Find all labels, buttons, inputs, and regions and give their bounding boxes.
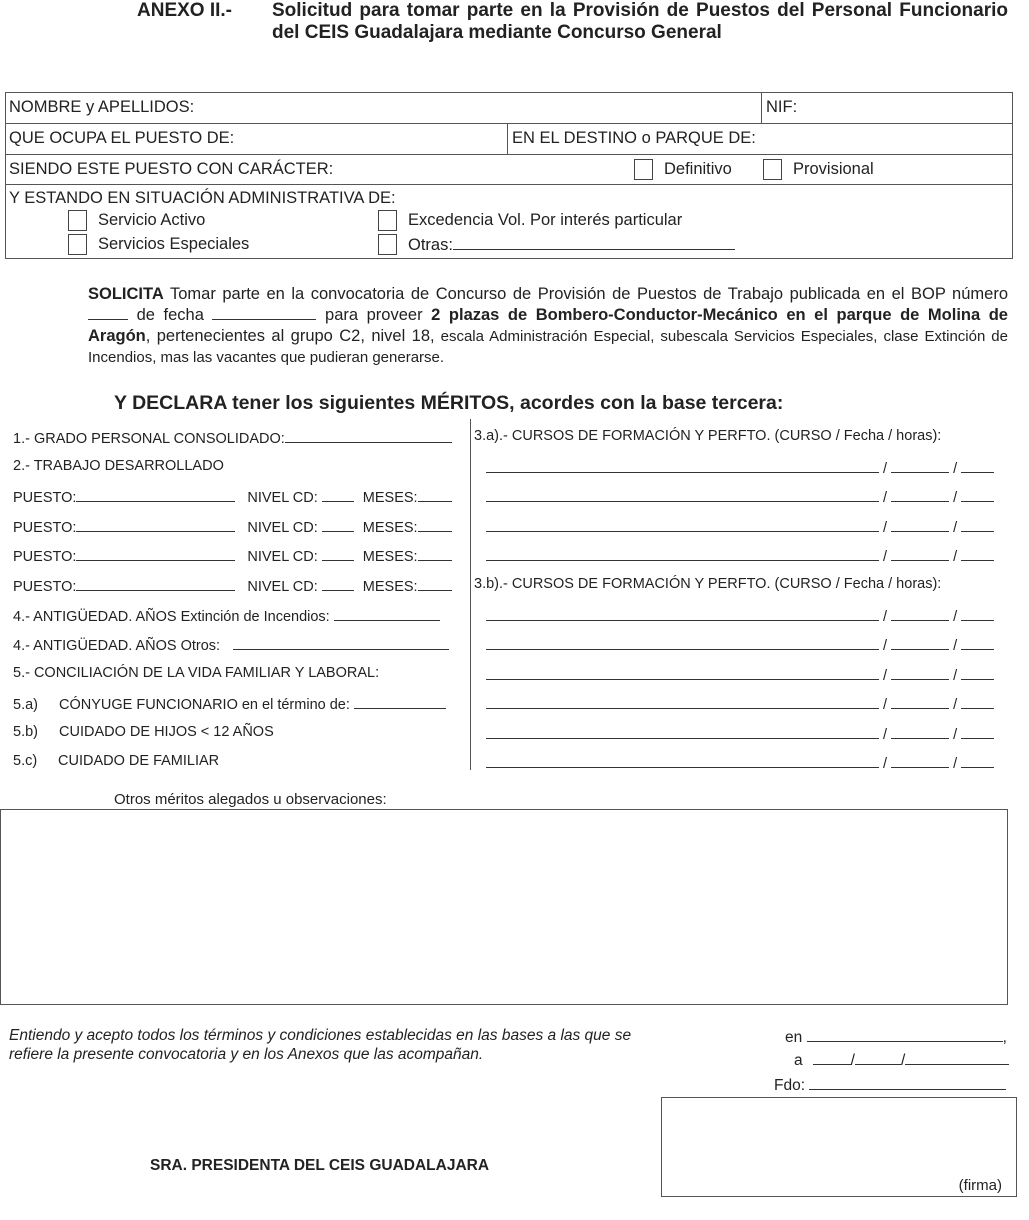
nivel-label: NIVEL CD: bbox=[247, 579, 318, 595]
bop-date-field[interactable] bbox=[212, 305, 316, 320]
course-row bbox=[486, 517, 994, 536]
otras-field[interactable] bbox=[408, 235, 735, 255]
nivel-label: NIVEL CD: bbox=[247, 549, 318, 565]
hijos-num: 5.b) bbox=[13, 724, 38, 740]
comma: , bbox=[1002, 1029, 1007, 1046]
fdo-label: Fdo: bbox=[774, 1077, 806, 1094]
puesto-row-label: PUESTO: bbox=[13, 579, 77, 595]
grado-label: 1.- GRADO PERSONAL CONSOLIDADO: bbox=[13, 431, 285, 447]
slash: / bbox=[953, 609, 958, 625]
provisional-label: Provisional bbox=[793, 160, 874, 178]
bop-number-field[interactable] bbox=[88, 305, 128, 320]
otros-label: Otros méritos alegados u observaciones: bbox=[114, 791, 387, 808]
a-label: a bbox=[794, 1052, 803, 1069]
course-name-field[interactable] bbox=[486, 753, 879, 768]
course-hours-field[interactable] bbox=[961, 517, 994, 532]
observaciones-box[interactable] bbox=[0, 809, 1008, 1005]
course-name-field[interactable] bbox=[486, 517, 879, 532]
course-row bbox=[486, 753, 994, 772]
meses-label: MESES: bbox=[362, 579, 418, 595]
course-hours-field[interactable] bbox=[961, 546, 994, 561]
fdo-field[interactable] bbox=[809, 1075, 1006, 1090]
grado-field[interactable] bbox=[285, 428, 452, 443]
definitivo-label: Definitivo bbox=[664, 160, 732, 178]
course-date-field[interactable] bbox=[891, 458, 949, 473]
declara-heading: Y DECLARA tener los siguientes MÉRITOS, acordes con la base tercera: bbox=[114, 392, 784, 414]
course-hours-field[interactable] bbox=[961, 458, 994, 473]
solicita-text-4: , pertenecientes al grupo C2, nivel 18, bbox=[145, 327, 435, 345]
meses-field[interactable] bbox=[418, 576, 452, 591]
excedencia-checkbox[interactable] bbox=[378, 210, 397, 231]
excedencia-label: Excedencia Vol. Por interés particular bbox=[408, 211, 683, 229]
place-row bbox=[785, 1027, 1007, 1047]
hijos-row bbox=[13, 724, 274, 740]
antiguedad-ext-field[interactable] bbox=[334, 606, 440, 621]
solicita-text-3: para proveer bbox=[316, 306, 432, 324]
meses-field[interactable] bbox=[418, 517, 452, 532]
antiguedad-ext-row bbox=[13, 606, 440, 625]
meses-field[interactable] bbox=[418, 546, 452, 561]
slash: / bbox=[953, 756, 958, 772]
situacion-label: Y ESTANDO EN SITUACIÓN ADMINISTRATIVA DE: bbox=[9, 189, 396, 207]
meses-label: MESES: bbox=[362, 490, 418, 506]
antiguedad-ext-label: 4.- ANTIGÜEDAD. AÑOS Extinción de Incendios: bbox=[13, 609, 330, 625]
course-hours-field[interactable] bbox=[961, 665, 994, 680]
puesto-field[interactable] bbox=[76, 487, 235, 502]
puesto-field[interactable] bbox=[76, 517, 235, 532]
course-row bbox=[486, 606, 994, 625]
conyuge-field[interactable] bbox=[354, 694, 446, 709]
course-name-field[interactable] bbox=[486, 665, 879, 680]
caracter-label: SIENDO ESTE PUESTO CON CARÁCTER: bbox=[9, 160, 334, 178]
course-name-field[interactable] bbox=[486, 546, 879, 561]
document-title: Solicitud para tomar parte en la Provisión de Puestos del Personal Funcionario del CEIS Guadalajara mediante Concurso General bbox=[272, 0, 1008, 43]
slash: / bbox=[953, 638, 958, 654]
antiguedad-otros-field[interactable] bbox=[233, 635, 449, 650]
puesto-field[interactable] bbox=[76, 576, 235, 591]
slash: / bbox=[883, 520, 888, 536]
slash: / bbox=[883, 638, 888, 654]
day-field[interactable] bbox=[813, 1050, 851, 1065]
destino-label: EN EL DESTINO o PARQUE DE: bbox=[512, 129, 756, 147]
meses-field[interactable] bbox=[418, 487, 452, 502]
course-row bbox=[486, 635, 994, 654]
slash: / bbox=[883, 727, 888, 743]
course-date-field[interactable] bbox=[891, 694, 949, 709]
slash: / bbox=[953, 461, 958, 477]
solicita-text-1: Tomar parte en la convocatoria de Concurso de Provisión de Puestos de Trabajo publicada en el BOP número bbox=[163, 285, 1008, 303]
servicio-activo-checkbox[interactable] bbox=[68, 210, 87, 231]
nivel-field[interactable] bbox=[322, 517, 354, 532]
servicio-activo-label: Servicio Activo bbox=[98, 211, 206, 229]
puesto-row bbox=[13, 487, 452, 506]
puesto-row bbox=[13, 546, 452, 565]
course-hours-field[interactable] bbox=[961, 635, 994, 650]
puesto-row-label: PUESTO: bbox=[13, 490, 77, 506]
nivel-label: NIVEL CD: bbox=[247, 520, 318, 536]
signature-box[interactable] bbox=[661, 1097, 1017, 1197]
hijos-label: CUIDADO DE HIJOS < 12 AÑOS bbox=[59, 724, 274, 740]
slash: / bbox=[883, 609, 888, 625]
meses-label: MESES: bbox=[362, 549, 418, 565]
year-field[interactable] bbox=[905, 1050, 1009, 1065]
grado-row bbox=[13, 428, 452, 447]
solicita-paragraph bbox=[88, 284, 1008, 368]
slash: / bbox=[953, 697, 958, 713]
cursos-b-label: 3.b).- CURSOS DE FORMACIÓN Y PERFTO. (CURSO / Fecha / horas): bbox=[474, 576, 942, 592]
antiguedad-otros-row bbox=[13, 635, 449, 654]
nif-label: NIF: bbox=[766, 98, 798, 116]
nombre-label: NOMBRE y APELLIDOS: bbox=[9, 98, 195, 116]
en-label: en bbox=[785, 1029, 803, 1046]
nivel-field[interactable] bbox=[322, 487, 354, 502]
solicita-text-5: escala Administración Especial, subescala Servicios Especiales, clase Extinción de Incendios, mas las vacantes que pudieran generarse. bbox=[88, 328, 1008, 366]
nivel-field[interactable] bbox=[322, 576, 354, 591]
terms-text: Entiendo y acepto todos los términos y condiciones establecidas en las bases a las que se refiere la presente convocatoria y en los Anexos que las acompañan. bbox=[9, 1027, 632, 1063]
antiguedad-otros-label: 4.- ANTIGÜEDAD. AÑOS Otros: bbox=[13, 638, 221, 654]
slash: / bbox=[883, 756, 888, 772]
slash: / bbox=[883, 461, 888, 477]
course-date-field[interactable] bbox=[891, 724, 949, 739]
plazas-text: 2 plazas de Bombero-Conductor-Mecánico en el parque de Molina de Aragón bbox=[88, 306, 1008, 345]
definitivo-checkbox[interactable] bbox=[634, 159, 653, 180]
fdo-row bbox=[774, 1075, 1006, 1095]
course-row bbox=[486, 665, 994, 684]
meses-label: MESES: bbox=[362, 520, 418, 536]
slash: / bbox=[953, 490, 958, 506]
firma-label: (firma) bbox=[958, 1177, 1002, 1194]
course-row bbox=[486, 546, 994, 565]
servicios-especiales-checkbox[interactable] bbox=[68, 234, 87, 255]
solicita-text-2: de fecha bbox=[128, 306, 213, 324]
course-hours-field[interactable] bbox=[961, 694, 994, 709]
puesto-row-label: PUESTO: bbox=[13, 549, 77, 565]
slash: / bbox=[883, 490, 888, 506]
course-row bbox=[486, 458, 994, 477]
addressee: SRA. PRESIDENTA DEL CEIS GUADALAJARA bbox=[150, 1157, 490, 1174]
slash: / bbox=[883, 697, 888, 713]
course-name-field[interactable] bbox=[486, 606, 879, 621]
cursos-a-label: 3.a).- CURSOS DE FORMACIÓN Y PERFTO. (CURSO / Fecha / horas): bbox=[474, 428, 942, 444]
course-date-field[interactable] bbox=[891, 753, 949, 768]
course-hours-field[interactable] bbox=[961, 724, 994, 739]
course-row bbox=[486, 724, 994, 743]
course-name-field[interactable] bbox=[486, 724, 879, 739]
puesto-row bbox=[13, 576, 452, 595]
course-name-field[interactable] bbox=[486, 635, 879, 650]
course-name-field[interactable] bbox=[486, 458, 879, 473]
course-row bbox=[486, 487, 994, 506]
slash: / bbox=[883, 668, 888, 684]
course-date-field[interactable] bbox=[891, 546, 949, 561]
conyuge-label: CÓNYUGE FUNCIONARIO en el término de: bbox=[59, 697, 350, 713]
familiar-label: CUIDADO DE FAMILIAR bbox=[58, 753, 220, 769]
solicita-lead: SOLICITA bbox=[88, 285, 164, 303]
familiar-num: 5.c) bbox=[13, 753, 38, 769]
month-field[interactable] bbox=[855, 1050, 901, 1065]
applicant-table bbox=[5, 92, 1013, 259]
familiar-row bbox=[13, 753, 219, 769]
slash: / bbox=[900, 1052, 906, 1069]
puesto-row bbox=[13, 517, 452, 536]
slash: / bbox=[953, 668, 958, 684]
otras-label: Otras: bbox=[408, 236, 453, 254]
course-name-field[interactable] bbox=[486, 694, 879, 709]
puesto-field[interactable] bbox=[76, 546, 235, 561]
course-date-field[interactable] bbox=[891, 665, 949, 680]
course-hours-field[interactable] bbox=[961, 606, 994, 621]
slash: / bbox=[953, 549, 958, 565]
course-name-field[interactable] bbox=[486, 487, 879, 502]
annex-label: ANEXO II.- bbox=[137, 0, 233, 21]
course-date-field[interactable] bbox=[891, 635, 949, 650]
slash: / bbox=[850, 1052, 855, 1069]
course-date-field[interactable] bbox=[891, 517, 949, 532]
conyuge-row bbox=[13, 694, 446, 713]
puesto-label: QUE OCUPA EL PUESTO DE: bbox=[9, 129, 235, 147]
conciliacion-label: 5.- CONCILIACIÓN DE LA VIDA FAMILIAR Y LABORAL: bbox=[13, 665, 380, 681]
slash: / bbox=[883, 549, 888, 565]
provisional-checkbox[interactable] bbox=[763, 159, 782, 180]
place-field[interactable] bbox=[807, 1027, 1003, 1042]
conyuge-num: 5.a) bbox=[13, 697, 38, 713]
course-hours-field[interactable] bbox=[961, 753, 994, 768]
slash: / bbox=[953, 727, 958, 743]
trabajo-label: 2.- TRABAJO DESARROLLADO bbox=[13, 458, 224, 474]
nivel-field[interactable] bbox=[322, 546, 354, 561]
puesto-row-label: PUESTO: bbox=[13, 520, 77, 536]
course-row bbox=[486, 694, 994, 713]
course-date-field[interactable] bbox=[891, 487, 949, 502]
nivel-label: NIVEL CD: bbox=[247, 490, 318, 506]
course-hours-field[interactable] bbox=[961, 487, 994, 502]
otras-checkbox[interactable] bbox=[378, 234, 397, 255]
course-date-field[interactable] bbox=[891, 606, 949, 621]
slash: / bbox=[953, 520, 958, 536]
servicios-especiales-label: Servicios Especiales bbox=[98, 235, 250, 253]
date-row bbox=[794, 1050, 1009, 1070]
